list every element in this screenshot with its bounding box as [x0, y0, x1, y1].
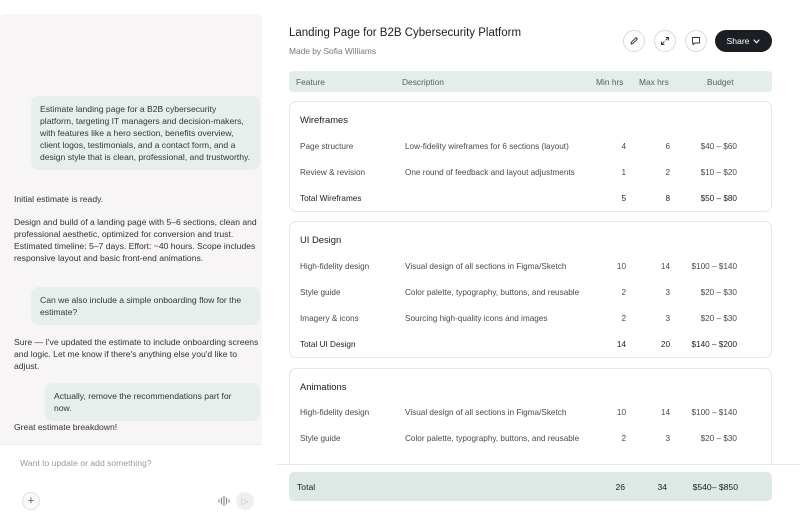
- comment-button[interactable]: [685, 30, 707, 52]
- table-row: [290, 142, 771, 156]
- cell-description: Sourcing high-quality icons and images: [405, 314, 548, 323]
- cell-max: 3: [665, 434, 670, 443]
- chat-input-box[interactable]: [0, 444, 262, 515]
- cell-budget: $10 – $20: [700, 168, 737, 177]
- column-description: Description: [402, 77, 444, 87]
- grand-total-row: [289, 472, 772, 501]
- table-row: [290, 314, 771, 328]
- cell-min: 2: [621, 434, 626, 443]
- cell-min: 2: [621, 314, 626, 323]
- share-label: Share: [726, 36, 750, 46]
- section-total-row: [290, 340, 771, 354]
- cell-description: Color palette, typography, buttons, and reusable: [405, 288, 580, 297]
- cell-budget: $50 – $80: [700, 194, 737, 203]
- assistant-message: Great estimate breakdown!: [14, 422, 118, 432]
- cell-min: 1: [621, 168, 626, 177]
- assistant-message: Design and build of a landing page with 5–6 sections, clean and professional aesthetic, optimized for conversion and trust. Estimated timeline: 5–7 days. Effort: ~40 hours. Scope includes responsive layout and basic front-end animations.: [14, 217, 257, 263]
- cell-max: 3: [665, 288, 670, 297]
- cell-budget: $20 – $30: [700, 314, 737, 323]
- cell-budget: $140 – $200: [691, 340, 737, 349]
- cell-max: 14: [660, 408, 670, 417]
- cell-max: 8: [665, 194, 670, 203]
- page-subtitle: Made by Sofia Williams: [289, 46, 377, 56]
- cell-min: 10: [616, 262, 626, 271]
- user-message: Actually, remove the recommendations part for now.: [45, 383, 260, 421]
- edit-button[interactable]: [623, 30, 645, 52]
- cell-budget: $40 – $60: [700, 142, 737, 151]
- cell-min: 14: [616, 340, 626, 349]
- cell-description: Visual design of all sections in Figma/Sketch: [405, 408, 567, 417]
- send-icon: ▷: [241, 495, 249, 506]
- cell-budget: $20 – $30: [700, 434, 737, 443]
- cell-max: 2: [665, 168, 670, 177]
- cell-description: One round of feedback and layout adjustments: [405, 168, 575, 177]
- cell-feature: Review & revision: [300, 168, 366, 177]
- expand-button[interactable]: [654, 30, 676, 52]
- column-max-hrs: Max hrs: [639, 77, 669, 87]
- table-row: [290, 262, 771, 276]
- table-row: [290, 288, 771, 302]
- grand-total-label: Total: [297, 482, 316, 492]
- pencil-icon: [629, 36, 639, 46]
- cell-feature: Style guide: [300, 434, 341, 443]
- cell-feature: High-fidelity design: [300, 408, 370, 417]
- section-title: Animations: [300, 381, 347, 392]
- voice-input-button[interactable]: [215, 492, 233, 510]
- cell-min: 2: [621, 288, 626, 297]
- section-total-row: [290, 194, 771, 208]
- footer-divider: [277, 464, 800, 465]
- cell-max: 6: [665, 142, 670, 151]
- assistant-message: Sure — I've updated the estimate to include onboarding screens and logic. Let me know if there's anything else you'd like to adjust.: [14, 337, 259, 371]
- share-button[interactable]: [715, 30, 772, 52]
- user-message: Can we also include a simple onboarding flow for the estimate?: [31, 287, 260, 325]
- cell-feature: Total UI Design: [300, 340, 356, 349]
- cell-feature: Page structure: [300, 142, 354, 151]
- user-message: Estimate landing page for a B2B cybersecurity platform, targeting IT managers and decision-makers, with features like a hero section, benefits overview, client logos, testimonials, and a contact form, and a design style that is clean, professional, and trustworthy.: [31, 96, 260, 170]
- cell-description: Visual design of all sections in Figma/Sketch: [405, 262, 567, 271]
- plus-icon: +: [27, 495, 35, 507]
- grand-total-budget: $540– $850: [692, 482, 738, 492]
- table-row: [290, 408, 771, 422]
- section-title: Wireframes: [300, 114, 348, 125]
- cell-max: 14: [660, 262, 670, 271]
- cell-feature: Total Wireframes: [300, 194, 362, 203]
- grand-total-min: 26: [615, 482, 625, 492]
- page-title: Landing Page for B2B Cybersecurity Platform: [289, 27, 522, 39]
- cell-max: 3: [665, 314, 670, 323]
- cell-description: Color palette, typography, buttons, and reusable: [405, 434, 580, 443]
- cell-budget: $100 – $140: [691, 408, 737, 417]
- cell-max: 20: [660, 340, 670, 349]
- cell-feature: Imagery & icons: [300, 314, 359, 323]
- assistant-message: Initial estimate is ready.: [14, 194, 104, 204]
- section-animations: [289, 368, 772, 464]
- section-ui-design: [289, 221, 772, 358]
- table-header: [289, 71, 772, 92]
- send-button[interactable]: [236, 492, 254, 510]
- cell-min: 10: [616, 408, 626, 417]
- table-row: [290, 434, 771, 448]
- section-wireframes: [289, 101, 772, 212]
- chevron-down-icon: [753, 39, 760, 44]
- cell-description: Low-fidelity wireframes for 6 sections (layout): [405, 142, 569, 151]
- grand-total-max: 34: [657, 482, 667, 492]
- cell-budget: $100 – $140: [691, 262, 737, 271]
- cell-budget: $20 – $30: [700, 288, 737, 297]
- add-attachment-button[interactable]: [22, 492, 40, 510]
- waveform-icon: [218, 496, 230, 506]
- cell-feature: High-fidelity design: [300, 262, 370, 271]
- section-title: UI Design: [300, 234, 342, 245]
- chat-input-placeholder[interactable]: Want to update or add something?: [20, 458, 152, 468]
- column-min-hrs: Min hrs: [596, 77, 624, 87]
- column-feature: Feature: [296, 77, 325, 87]
- column-budget: Budget: [707, 77, 734, 87]
- chat-panel: [0, 14, 262, 515]
- expand-icon: [660, 36, 670, 46]
- cell-min: 4: [621, 142, 626, 151]
- comment-icon: [691, 36, 701, 46]
- table-row: [290, 168, 771, 182]
- cell-feature: Style guide: [300, 288, 341, 297]
- cell-min: 5: [621, 194, 626, 203]
